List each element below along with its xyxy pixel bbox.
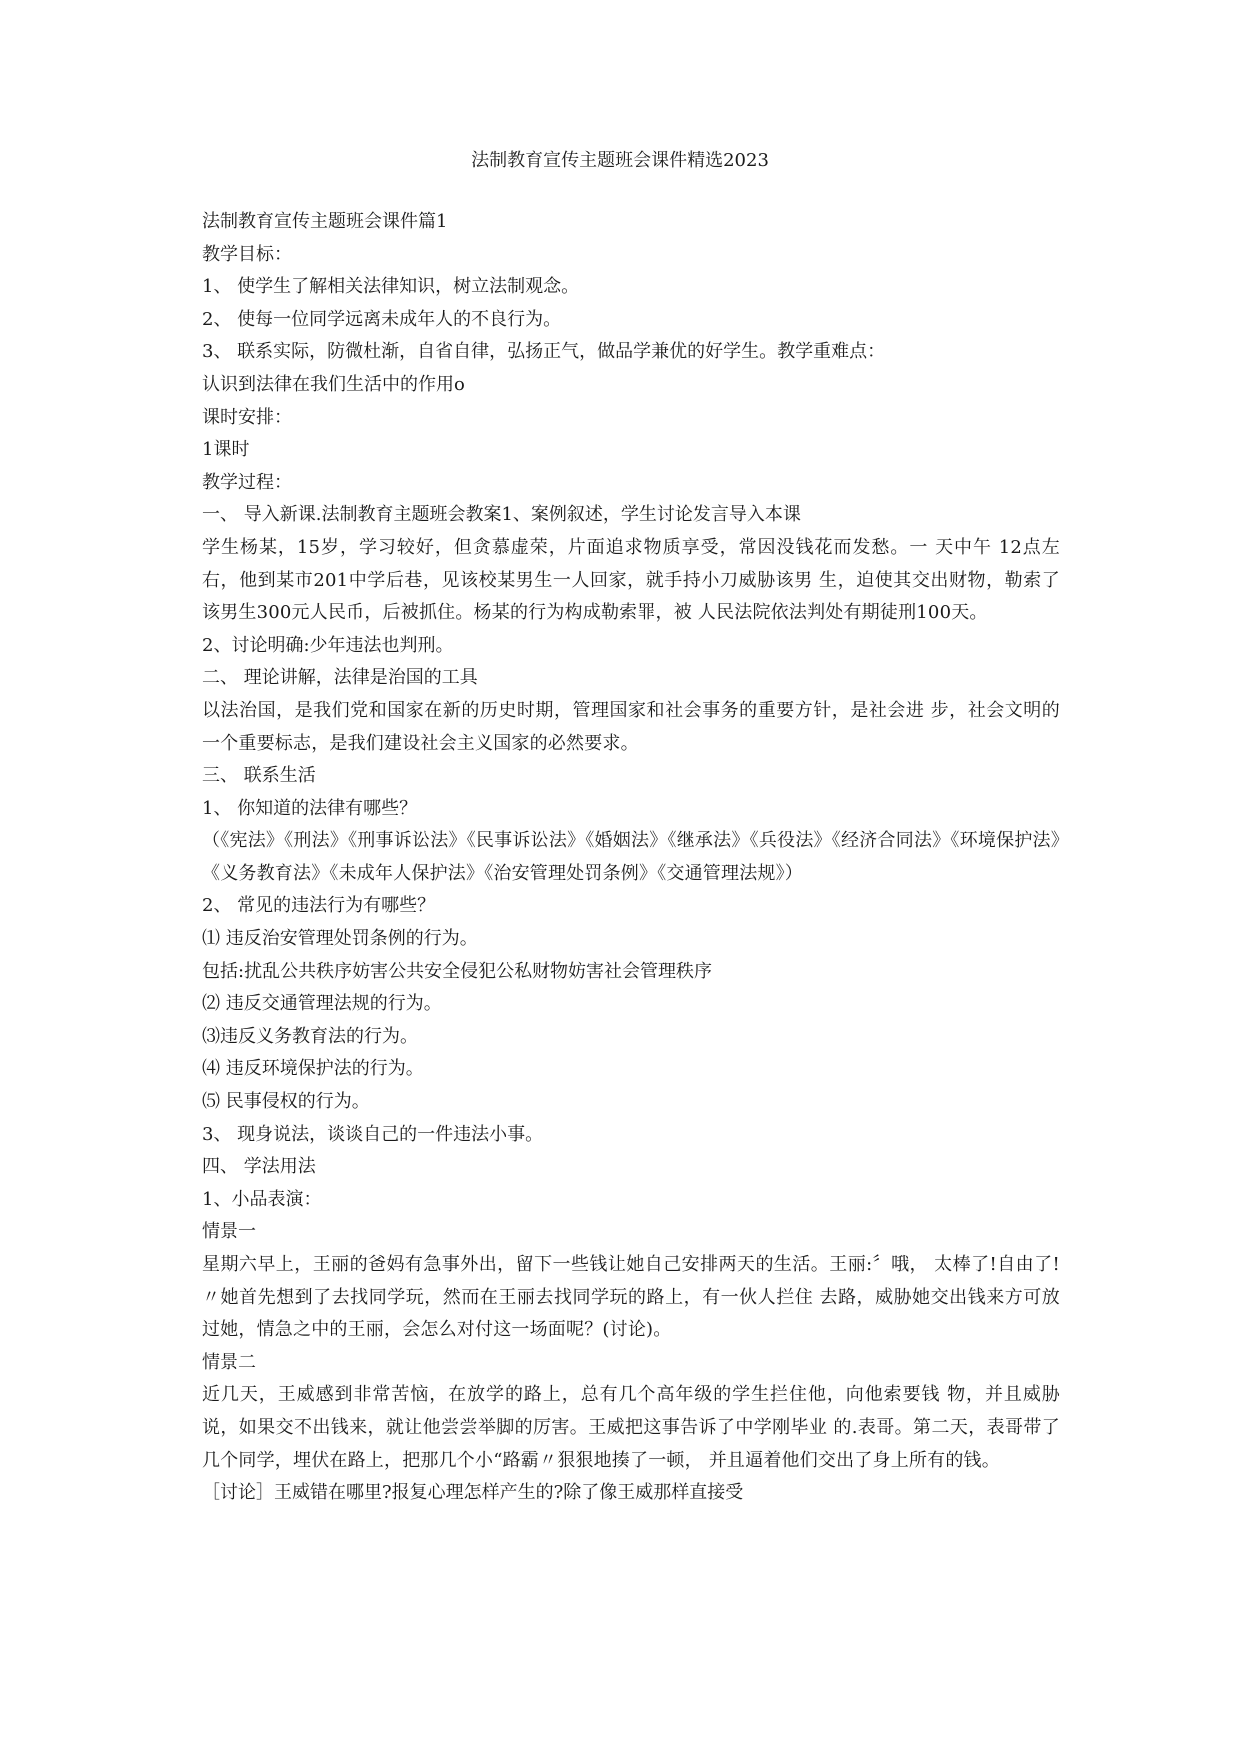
text-line: 一、 导入新课.法制教育主题班会教案1、案例叙述，学生讨论发言导入本课: [202, 504, 801, 526]
text-line: ⑶违反义务教育法的行为。: [202, 1025, 418, 1047]
text-line: 情景一: [202, 1221, 256, 1243]
discussion-line: ［讨论］王威错在哪里?报复心理怎样产生的?除了像王威那样直接受: [202, 1482, 744, 1504]
text-line: 三、 联系生活: [202, 765, 316, 787]
text-line: ⑴ 违反治安管理处罚条例的行为。: [202, 928, 478, 950]
text-line: 3、 现身说法，谈谈自己的一件违法小事。: [202, 1123, 544, 1145]
text-line: 认识到法律在我们生活中的作用o: [202, 373, 465, 395]
text-line: 包括:扰乱公共秩序妨害公共安全侵犯公私财物妨害社会管理秩序: [202, 960, 713, 982]
text-line: 1、 你知道的法律有哪些？: [202, 797, 418, 819]
text-line: 1课时: [202, 439, 250, 461]
text-line: 1、小品表演：: [202, 1188, 322, 1210]
text-line: 教学过程：: [202, 471, 292, 493]
case-paragraph: 学生杨某，15岁，学习较好，但贪慕虚荣，片面追求物质享受，常因没钱花而发愁。一 天中午 12点左右，他到某市201中学后巷，见该校某男生一人回家，就手持小刀威胁该男 生，迫使其交出财物，勒索了该男生300元人民币，后被抓住。杨某的行为构成勒索罪，被 人民法院依法判处有期徒刑100天。: [202, 536, 1060, 624]
text-line: 2、 常见的违法行为有哪些？: [202, 895, 436, 917]
scene1-paragraph: 星期六早上，王丽的爸妈有急事外出，留下一些钱让她自己安排两天的生活。王丽:〞哦， 太棒了!自由了!〃她首先想到了去找同学玩，然而在王丽去找同学玩的路上，有一伙人拦住 去路，威胁她交出钱来方可放过她，情急之中的王丽，会怎么对付这一场面呢？(讨论)。: [202, 1254, 1060, 1341]
section-heading: 法制教育宣传主题班会课件篇1: [202, 211, 448, 232]
scene2-paragraph: 近几天，王威感到非常苦恼，在放学的路上，总有几个高年级的学生拦住他，向他索要钱 物，并且威胁说，如果交不出钱来，就让他尝尝举脚的厉害。王威把这事告诉了中学刚毕业 的.表哥。第二天，表哥带了几个同学，埋伏在路上，把那几个小“路霸〃狠狠地揍了一顿， 并且逼着他们交出了身上所有的钱。: [202, 1384, 1060, 1471]
text-line: 2、讨论明确:少年违法也判刑。: [202, 634, 454, 656]
text-line: ⑵ 违反交通管理法规的行为。: [202, 993, 442, 1015]
text-line: 3、 联系实际，防微杜渐，自省自律，弘扬正气，做品学兼优的好学生。教学重难点：: [202, 341, 886, 363]
text-line: 四、 学法用法: [202, 1156, 316, 1178]
text-line: 1、 使学生了解相关法律知识，树立法制观念。: [202, 276, 580, 298]
text-line: 2、 使每一位同学远离未成年人的不良行为。: [202, 308, 562, 330]
document-title: 法制教育宣传主题班会课件精选2023: [471, 150, 769, 171]
text-line: 二、 理论讲解，法律是治国的工具: [202, 667, 478, 689]
text-line: 教学目标：: [202, 243, 292, 265]
text-line: ⑸ 民事侵权的行为。: [202, 1091, 370, 1113]
laws-paragraph: （《宪法》《刑法》《刑事诉讼法》《民事诉讼法》《婚姻法》《继承法》《兵役法》《经济合同法》《环境保护法》《义务教育法》《未成年人保护法》《治安管理处罚条例》《交通管理法规》）: [202, 830, 1060, 884]
theory-paragraph: 以法治国，是我们党和国家在新的历史时期，管理国家和社会事务的重要方针，是社会进 步，社会文明的一个重要标志，是我们建设社会主义国家的必然要求。: [202, 699, 1060, 754]
text-line: ⑷ 违反环境保护法的行为。: [202, 1058, 424, 1080]
document-body: [202, 206, 1060, 1510]
text-line: 课时安排：: [202, 406, 292, 428]
text-line: 情景二: [202, 1351, 256, 1373]
